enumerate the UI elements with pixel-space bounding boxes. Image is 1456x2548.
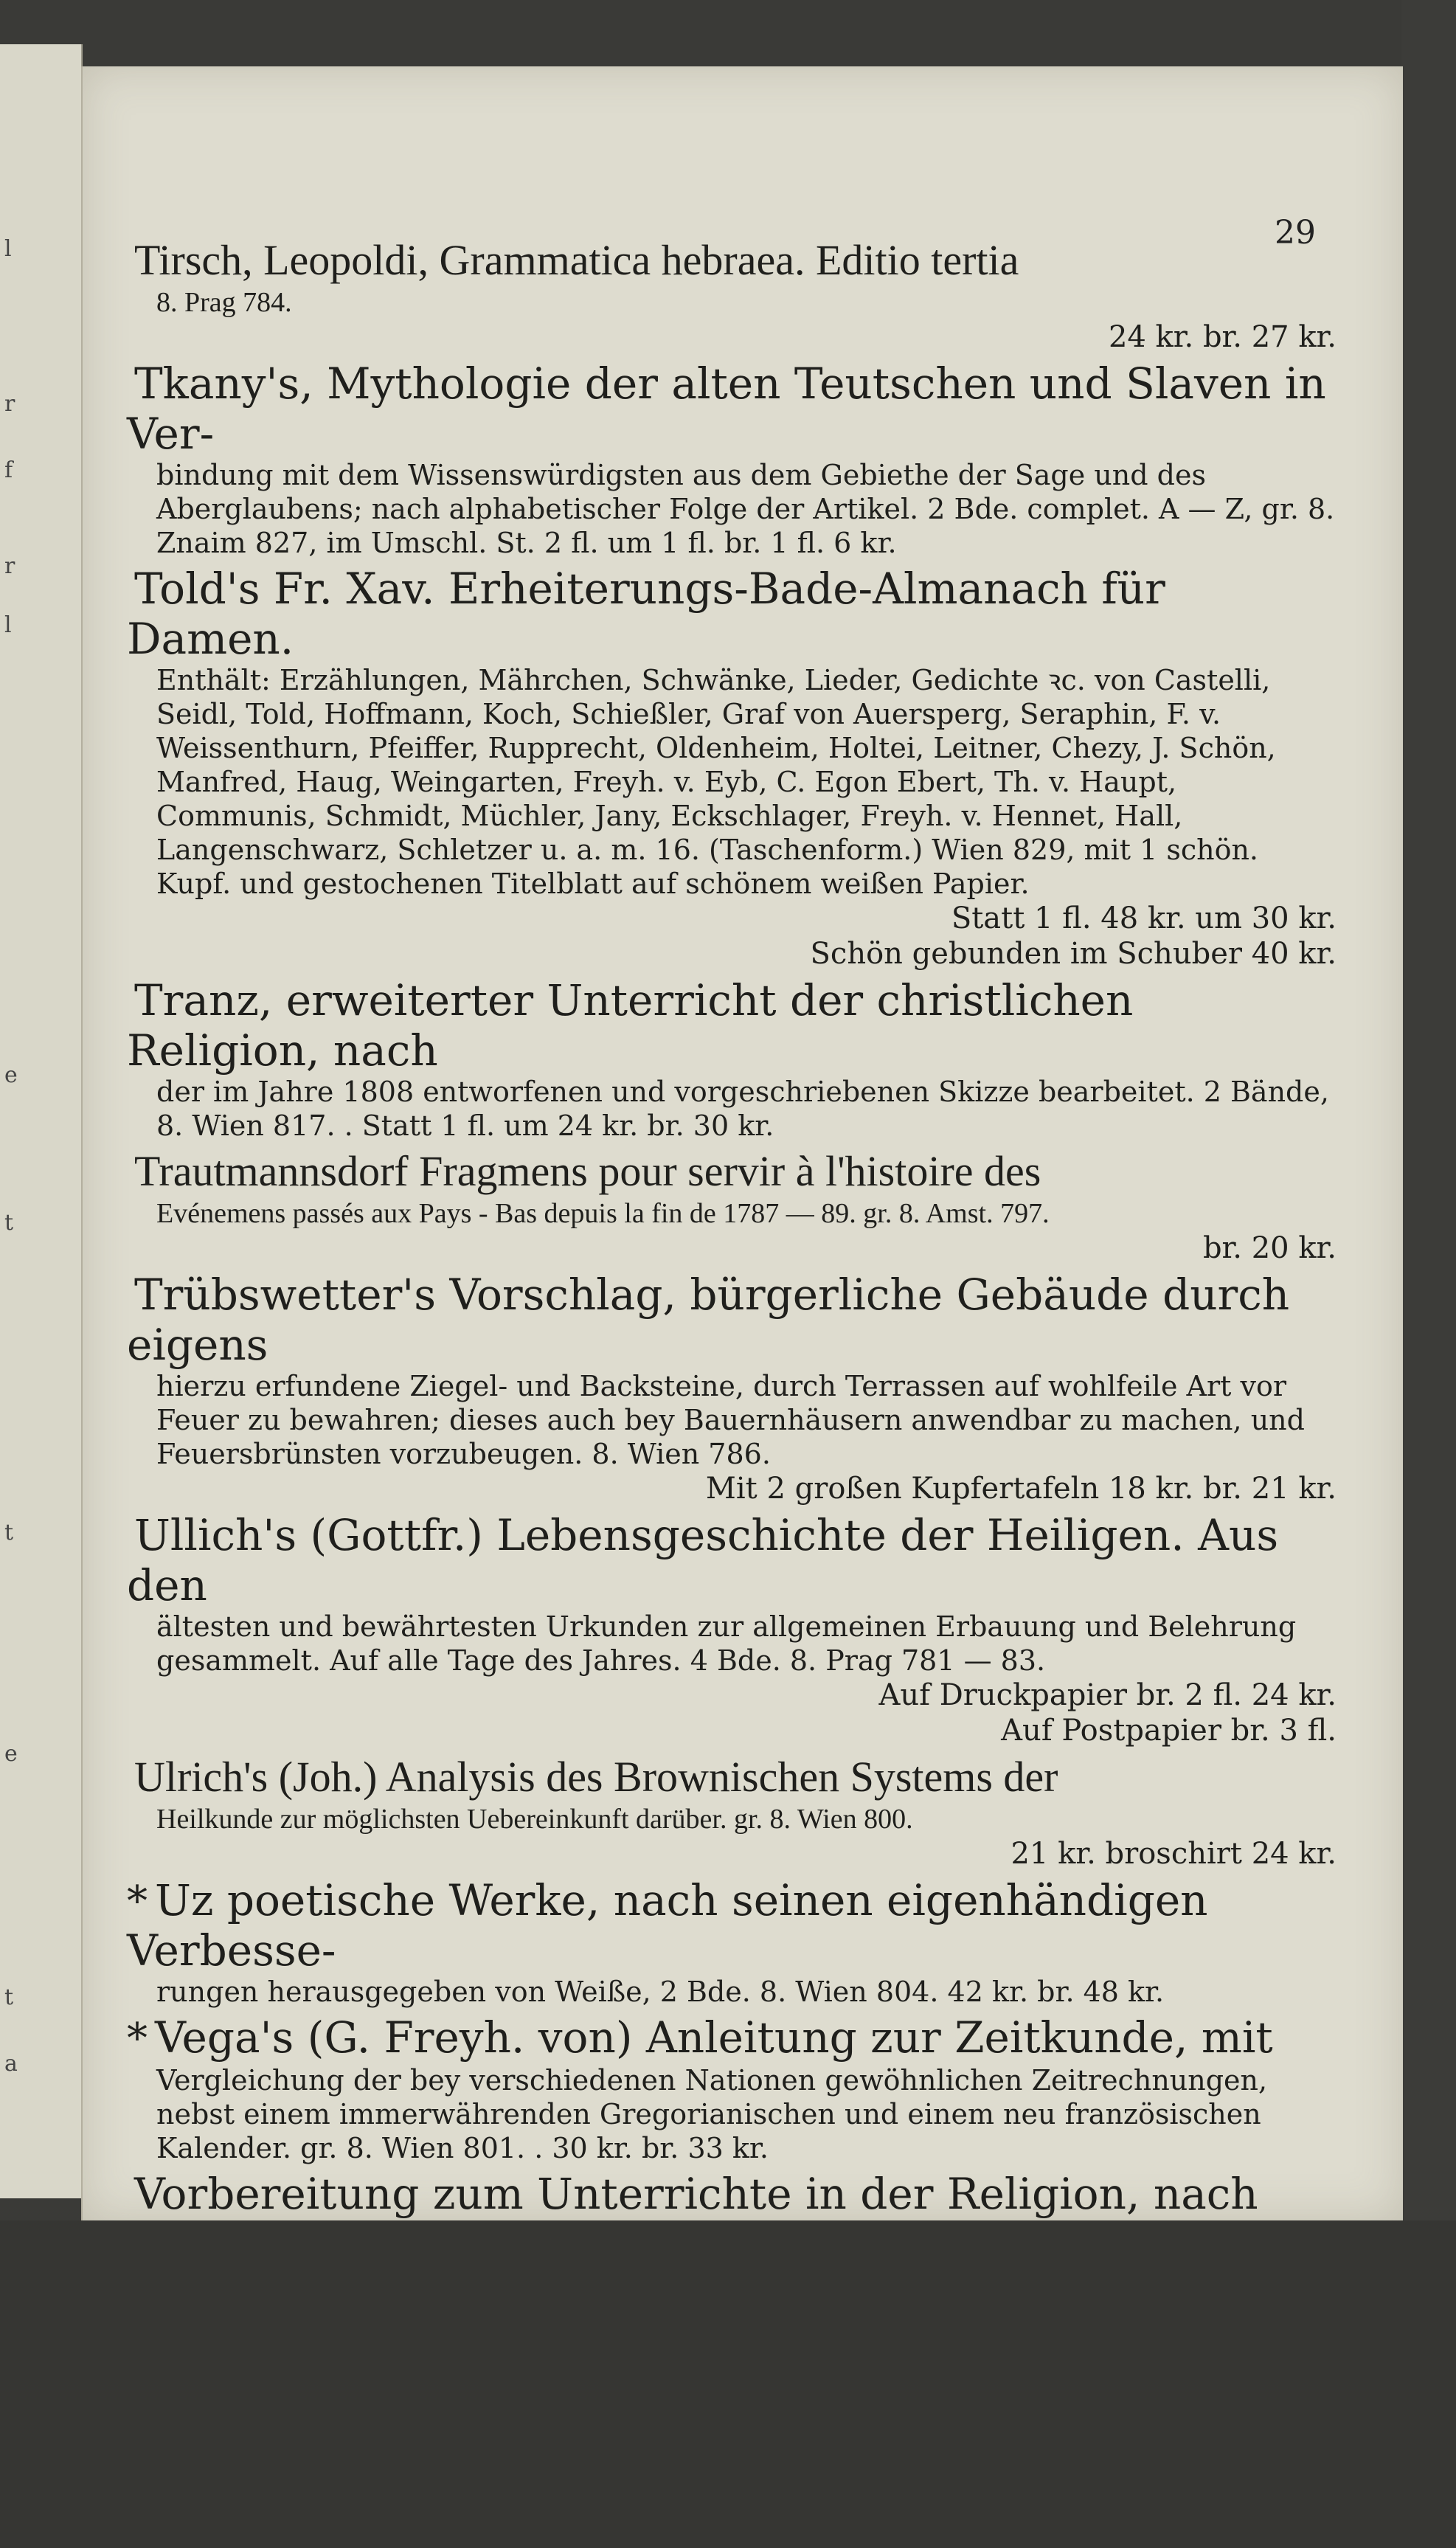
margin-letter: l	[4, 236, 12, 262]
margin-letter: a	[4, 2051, 18, 2077]
entry-heading: Vorbereitung zum Unterrichte in der Religion, nach	[134, 2169, 1258, 2219]
entry-description: Vergleichung der bey verschiedenen Nationen gewöhnlichen Zeitrechnungen, nebst einem immerwährenden Gregorianischen und einem neu französischen Kalender. gr. 8. Wien 801. . 30 kr. br. 33 kr.	[156, 2064, 1268, 2164]
margin-letter: e	[4, 1062, 18, 1088]
entry-heading: Tkany's, Mythologie der alten Teutschen und Slaven in Ver-	[127, 359, 1326, 459]
entry-price: 21 kr. broschirt 24 kr.	[1010, 1837, 1337, 1871]
previous-page-edge	[0, 44, 83, 2198]
catalog-entry	[127, 564, 1337, 972]
catalog-entry	[127, 236, 1337, 355]
catalog-entry	[127, 1270, 1337, 1506]
entry-heading: Ulrich's (Joh.) Analysis des Brownischen Systems der	[134, 1753, 1058, 1801]
entry-description: 8. Prag 784.	[156, 287, 292, 318]
margin-letter: r	[4, 391, 15, 417]
entry-heading: Ullich's (Gottfr.) Lebensgeschichte der Heiligen. Aus den	[127, 1510, 1279, 1610]
entry-price: Mit 2 großen Kupfertafeln 18 kr. br. 21 kr.	[705, 1472, 1337, 1506]
margin-letter: l	[4, 612, 12, 638]
entry-description: Heilkunde zur möglichsten Uebereinkunft darüber. gr. 8. Wien 800.	[156, 1804, 913, 1835]
entry-heading: * Uz poetische Werke, nach seinen eigenhändigen Verbesse-	[127, 1875, 1208, 1976]
entry-price: br. 20 kr.	[1202, 1231, 1337, 1265]
catalog-entry	[127, 976, 1337, 1143]
entry-heading: Trübswetter's Vorschlag, bürgerliche Gebäude durch eigens	[127, 1270, 1290, 1370]
margin-letter: e	[4, 1741, 18, 1767]
background-right	[1401, 0, 1456, 2220]
entry-description: Enthält: Erzählungen, Mährchen, Schwänke, Lieder, Gedichte ꝛc. von Castelli, Seidl, Told, Hoffmann, Koch, Schießler, Graf von Auersperg, Seraphin, F. v. Weissenthurn, Pfeiffer, Rupprecht, Oldenheim, Holtei, Leitner, Chezy, J. Schön, Manfred, Haug, Weingarten, Freyh. v. Eyb, C. Egon Ebert, Th. v. Haupt, Communis, Schmidt, Müchler, Jany, Eckschlager, Freyh. v. Hennet, Hall, Langenschwarz, Schletzer u. a. m. 16. (Taschenform.) Wien 829, mit 1 schön. Kupf. und gestochenen Titelblatt auf schönem weißen Papier.	[156, 664, 1276, 900]
margin-letter: r	[4, 553, 15, 579]
book-page	[81, 66, 1403, 2220]
catalog-entry	[127, 1147, 1337, 1266]
margin-letter: t	[4, 1210, 14, 1236]
background-bottom	[0, 2220, 1456, 2548]
catalog-entry	[127, 1876, 1337, 2009]
entry-price-alt: Auf Postpapier br. 3 fl.	[1001, 1714, 1337, 1748]
margin-letter: t	[4, 1520, 14, 1545]
margin-letter: t	[4, 1984, 14, 2010]
entry-price: Statt 1 fl. 48 kr. um 30 kr.	[951, 901, 1337, 935]
entry-heading: Tranz, erweiterter Unterricht der christlichen Religion, nach	[127, 975, 1134, 1076]
entry-description: Evénemens passés aux Pays - Bas depuis la fin de 1787 — 89. gr. 8. Amst. 797.	[156, 1198, 1050, 1229]
catalog-entry	[127, 359, 1337, 560]
entry-description: hierzu erfundene Ziegel- und Backsteine, durch Terrassen auf wohlfeile Art vor Feuer zu bewahren; dieses auch bey Bauernhäusern anwendbar zu machen, und Feuersbrünsten vorzubeugen. 8. Wien 786.	[156, 1370, 1305, 1470]
entry-price: 24 kr. br. 27 kr.	[1108, 320, 1337, 354]
entry-heading: * Vega's (G. Freyh. von) Anleitung zur Zeitkunde, mit	[127, 2012, 1273, 2063]
catalog-entry	[127, 1753, 1337, 1872]
entry-heading: Trautmannsdorf Fragmens pour servir à l'histoire des	[134, 1147, 1041, 1195]
page-number: 29	[1275, 214, 1316, 252]
catalog-entry	[127, 1511, 1337, 1748]
entry-price: Auf Druckpapier br. 2 fl. 24 kr.	[878, 1678, 1337, 1712]
catalog-entry	[127, 2013, 1337, 2165]
margin-letter: f	[4, 457, 13, 483]
entry-description: rungen herausgegeben von Weiße, 2 Bde. 8. Wien 804. 42 kr. br. 48 kr.	[156, 1976, 1165, 2008]
entry-description: ältesten und bewährtesten Urkunden zur allgemeinen Erbauung und Belehrung gesammelt. Auf alle Tage des Jahres. 4 Bde. 8. Prag 781 — 83.	[156, 1610, 1297, 1677]
entry-description: bindung mit dem Wissenswürdigsten aus dem Gebiethe der Sage und des Aberglaubens; nach alphabetischer Folge der Artikel. 2 Bde. complet. A — Z, gr. 8. Znaim 827, im Umschl. St. 2 fl. um 1 fl. br. 1 fl. 6 kr.	[156, 459, 1335, 559]
catalog-entries	[127, 236, 1337, 2462]
entry-heading: Told's Fr. Xav. Erheiterungs-Bade-Almanach für Damen.	[127, 564, 1165, 664]
entry-price-bound: Schön gebunden im Schuber 40 kr.	[810, 937, 1337, 971]
entry-description: der im Jahre 1808 entworfenen und vorgeschriebenen Skizze bearbeitet. 2 Bände, 8. Wien 817. . Statt 1 fl. um 24 kr. br. 30 kr.	[156, 1076, 1329, 1142]
entry-heading: Tirsch, Leopoldi, Grammatica hebraea. Editio tertia	[134, 236, 1019, 284]
